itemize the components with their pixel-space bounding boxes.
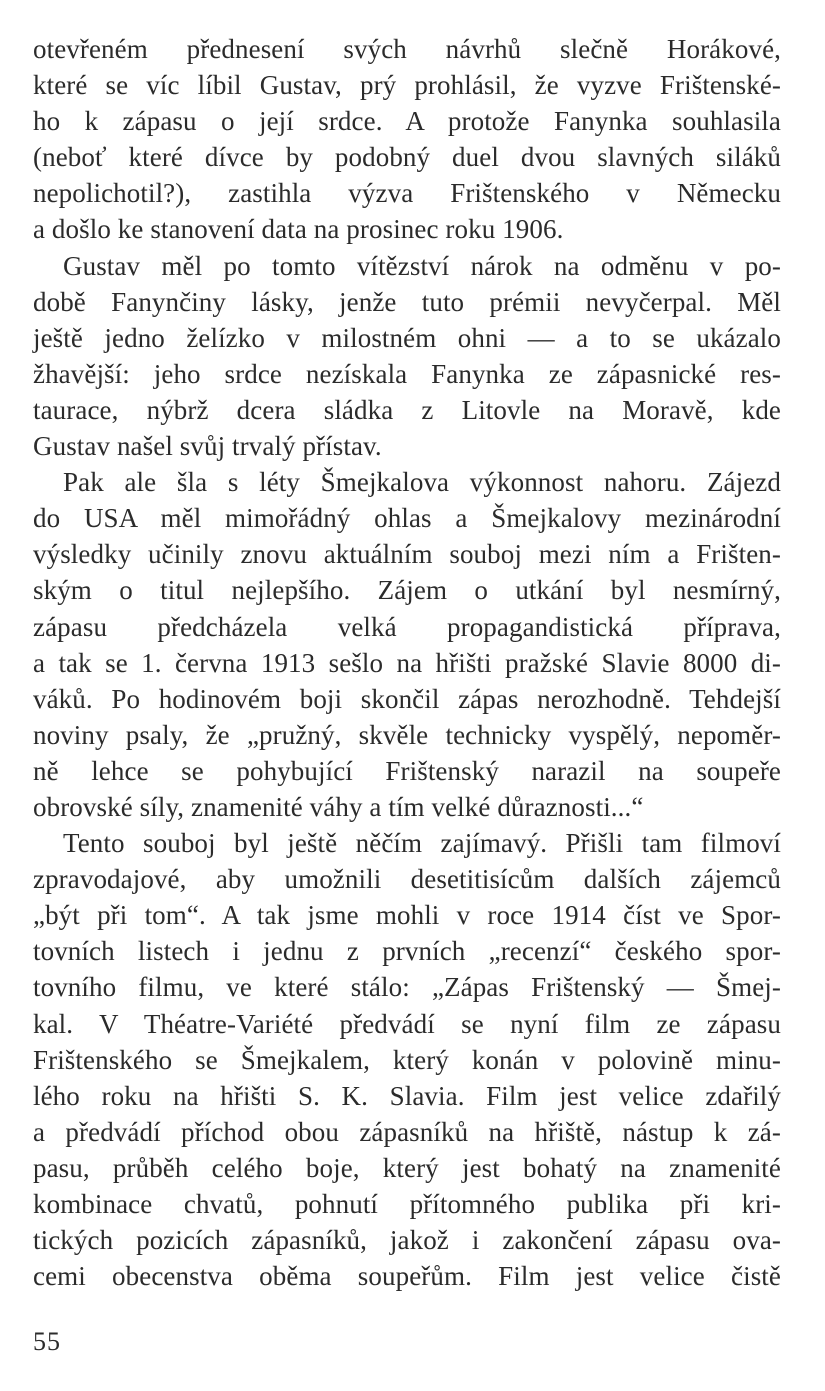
text-line: a došlo ke stanovení data na prosinec roku 1906. (33, 214, 564, 245)
text-line: (neboť které dívce by podobný duel dvou slavných siláků (33, 142, 781, 173)
text-line: tických pozicích zápasníků, jakož i zakončení zápasu ova- (33, 1225, 781, 1256)
text-line: Pak ale šla s léty Šmejkalova výkonnost nahoru. Zájezd (63, 467, 781, 498)
text-line: „být při tom“. A tak jsme mohli v roce 1914 číst ve Spor- (33, 900, 781, 931)
text-line: době Fanynčiny lásky, jenže tuto prémii nevyčerpal. Měl (33, 286, 781, 317)
text-line: Frištenského se Šmejkalem, který konán v polovině minu- (33, 1044, 781, 1075)
text-line: a předvádí příchod obou zápasníků na hřiště, nástup k zá- (33, 1116, 781, 1147)
text-line: noviny psaly, že „pružný, skvěle technicky vyspělý, nepoměr- (33, 719, 781, 750)
text-line: Gustav našel svůj trvalý přístav. (33, 431, 382, 462)
text-line: pasu, průběh celého boje, který jest bohatý na znamenité (33, 1152, 781, 1183)
text-line: zápasu předcházela velká propagandistická příprava, (33, 611, 781, 642)
text-line: Tento souboj byl ještě něčím zajímavý. Přišli tam filmoví (63, 828, 781, 859)
text-line: ským o titul nejlepšího. Zájem o utkání byl nesmírný, (33, 575, 781, 606)
text-line: ně lehce se pohybující Frištenský narazil na soupeře (33, 755, 781, 786)
text-line: tovních listech i jednu z prvních „recenzí“ českého spor- (33, 936, 781, 967)
text-line: kombinace chvatů, pohnutí přítomného publika při kri- (33, 1189, 781, 1219)
text-line: cemi obecenstva oběma soupeřům. Film jest velice čistě (33, 1261, 781, 1292)
text-line: váků. Po hodinovém boji skončil zápas nerozhodně. Tehdejší (33, 683, 781, 714)
text-line: žhavější: jeho srdce nezískala Fanynka ze zápasnické res- (33, 358, 781, 389)
text-line: tovního filmu, ve které stálo: „Zápas Frištenský — Šmej- (33, 972, 781, 1003)
text-line: nepolichotil?), zastihla výzva Frištenského v Německu (33, 178, 781, 209)
text-line: ho k zápasu o její srdce. A protože Fanynka souhlasila (33, 106, 781, 137)
text-line: výsledky učinily znovu aktuálním souboj mezi ním a Frišten- (33, 539, 781, 570)
text-line: kal. V Théatre-Variété předvádí se nyní film ze zápasu (33, 1008, 781, 1039)
text-line: otevřeném přednesení svých návrhů slečně Horákové, (33, 34, 781, 64)
text-line: ještě jedno želízko v milostném ohni — a to se ukázalo (33, 322, 781, 353)
page-number: 55 (33, 1327, 61, 1356)
body-text (33, 31, 781, 1294)
text-line: do USA měl mimořádný ohlas a Šmejkalovy mezinárodní (33, 503, 781, 534)
text-line: taurace, nýbrž dcera sládka z Litovle na Moravě, kde (33, 394, 781, 425)
text-line: a tak se 1. června 1913 sešlo na hřišti pražské Slavie 8000 di- (33, 647, 781, 678)
text-line: Gustav měl po tomto vítězství nárok na odměnu v po- (63, 250, 781, 281)
text-line: lého roku na hřišti S. K. Slavia. Film jest velice zdařilý (33, 1080, 781, 1111)
text-line: zpravodajové, aby umožnili desetitisícům dalších zájemců (33, 864, 781, 895)
text-line: které se víc líbil Gustav, prý prohlásil, že vyzve Frištenské- (33, 70, 781, 101)
text-line: obrovské síly, znamenité váhy a tím velké důraznosti...“ (33, 791, 644, 822)
